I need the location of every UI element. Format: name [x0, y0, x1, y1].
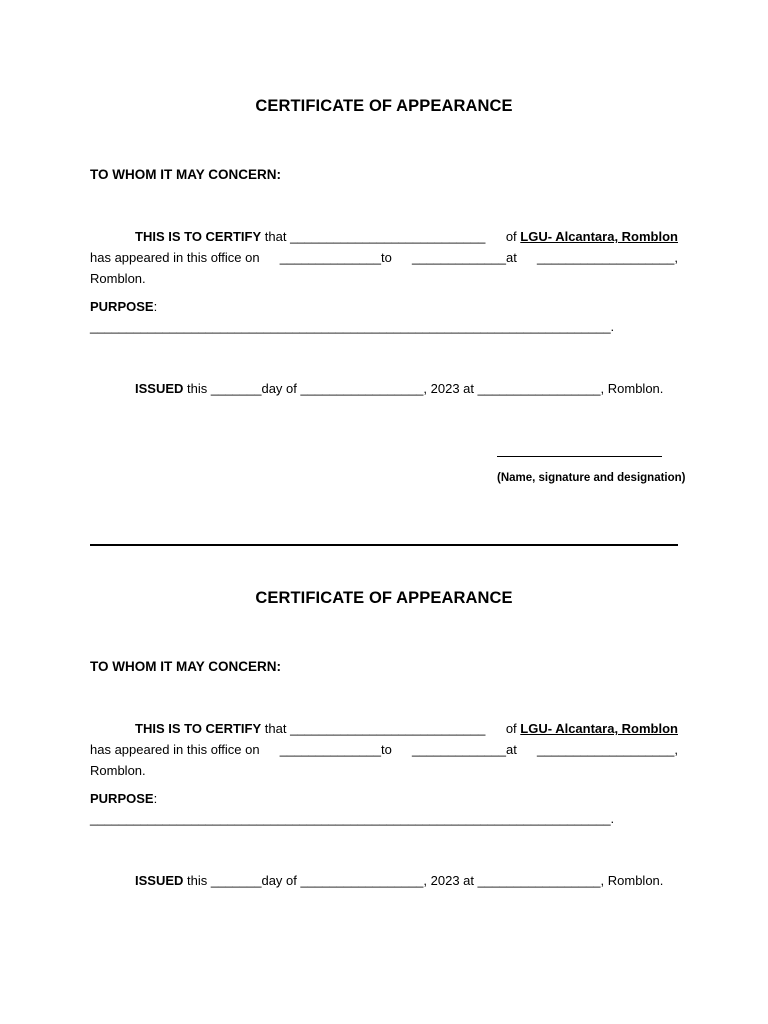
place-blank: ___________________, [537, 250, 678, 265]
purpose-blank: ________________________________________________________________________. [90, 811, 615, 826]
certificate-title: CERTIFICATE OF APPEARANCE [255, 589, 513, 607]
purpose-blank: ________________________________________________________________________. [90, 319, 615, 334]
salutation: TO WHOM IT MAY CONCERN: [90, 659, 282, 674]
certify-paragraph: THIS IS TO CERTIFY that ___________________________ of LGU- Alcantara, Romblon has appeared in this office on ______________to _____________at ___________________, Romblon. [90, 226, 678, 289]
certificate-top [90, 94, 678, 396]
lgu-name: LGU- Alcantara, Romblon [520, 721, 678, 736]
place-blank: ___________________, [537, 742, 678, 757]
certificate-bottom [90, 586, 678, 888]
certify-lead: THIS IS TO CERTIFY [135, 721, 262, 736]
issued-line: ISSUED this _______day of _________________, 2023 at _________________, Romblon. [135, 873, 664, 888]
section-divider [90, 544, 678, 546]
to-date-blank: _____________ [412, 250, 506, 265]
signature-line [497, 456, 662, 457]
to-date-blank: _____________ [412, 742, 506, 757]
issued-line: ISSUED this _______day of _________________, 2023 at _________________, Romblon. [135, 381, 664, 396]
salutation: TO WHOM IT MAY CONCERN: [90, 167, 282, 182]
signature-caption: (Name, signature and designation) [497, 472, 686, 484]
purpose-label: PURPOSE: [90, 299, 158, 314]
from-date-blank: ______________ [279, 250, 381, 265]
certify-lead: THIS IS TO CERTIFY [135, 229, 262, 244]
place-end: Romblon. [90, 763, 146, 778]
lgu-name: LGU- Alcantara, Romblon [520, 229, 678, 244]
from-date-blank: ______________ [279, 742, 381, 757]
name-blank: ___________________________ [290, 229, 486, 244]
purpose-label: PURPOSE: [90, 791, 158, 806]
certify-paragraph: THIS IS TO CERTIFY that ___________________________ of LGU- Alcantara, Romblon has appeared in this office on ______________to _____________at ___________________, Romblon. [90, 718, 678, 781]
certificate-title: CERTIFICATE OF APPEARANCE [255, 97, 513, 115]
place-end: Romblon. [90, 271, 146, 286]
name-blank: ___________________________ [290, 721, 486, 736]
appeared-text: has appeared in this office on [90, 742, 260, 757]
appeared-text: has appeared in this office on [90, 250, 260, 265]
